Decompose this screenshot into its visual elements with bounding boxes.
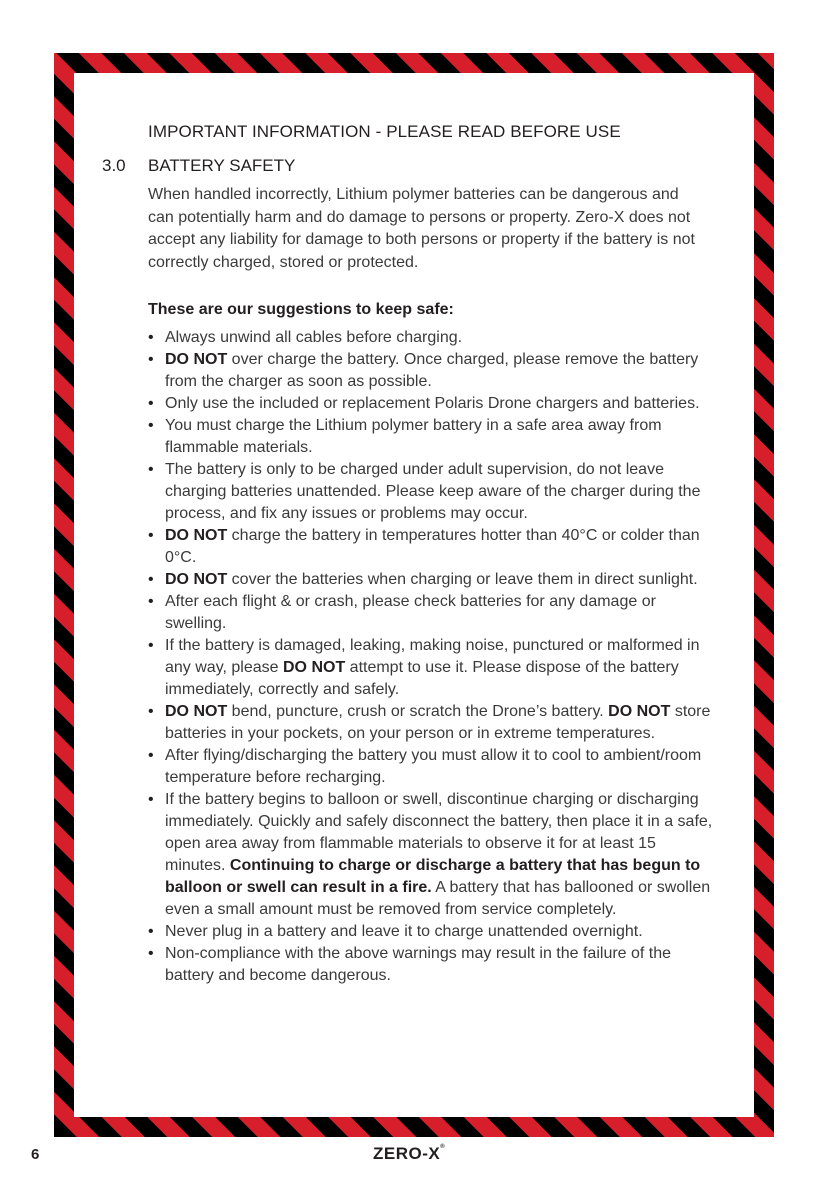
bullet-item [148,327,718,349]
bullet-icon: • [148,351,154,368]
bullet-icon: • [148,703,154,720]
suggestions-heading: These are our suggestions to keep safe: [148,301,454,318]
bullet-icon: • [148,571,154,588]
bullet-emphasis: DO NOT [165,571,228,588]
bullet-icon: • [148,747,154,764]
bullet-text: After each flight & or crash, please check batteries for any damage or swelling. [165,593,656,632]
bullet-item [148,789,718,921]
bullet-text: Only use the included or replacement Polaris Drone chargers and batteries. [165,395,700,412]
bullet-icon: • [148,593,154,610]
bullet-text: If the battery begins to balloon or swell, discontinue charging or discharging immediately. Quickly and safely disconnect the battery, then place it in a safe, open area away from flammable materials to observe it for at least 15 minutes. [165,791,713,874]
section-number: 3.0 [102,156,126,175]
intro-paragraph: When handled incorrectly, Lithium polymer batteries can be dangerous and can potentially harm and do damage to persons or property. Zero-X does not accept any liability for damage to both persons or property if the battery is not correctly charged, stored or protected. [148,186,695,271]
bullet-item [148,459,718,525]
bullet-text: A battery that has ballooned or swollen even a small amount must be removed from service completely. [165,879,711,918]
bullet-icon: • [148,417,154,434]
bullet-text: You must charge the Lithium polymer battery in a safe area away from flammable materials. [165,417,662,456]
bullet-item [148,745,718,789]
bullet-item [148,921,718,943]
bullet-emphasis: DO NOT [165,351,228,368]
bullet-item [148,943,718,987]
bullet-emphasis: DO NOT [165,527,228,544]
bullet-item [148,591,718,635]
bullet-icon: • [148,923,154,940]
bullet-text: store batteries in your pockets, on your person or in extreme temperatures. [165,703,711,742]
bullet-icon: • [148,945,154,962]
bullet-text: charge the battery in temperatures hotter than 40°C or colder than 0°C. [165,527,700,566]
bullet-item [148,701,718,745]
bullet-text: Never plug in a battery and leave it to charge unattended overnight. [165,923,643,940]
bullet-item [148,393,718,415]
bullet-emphasis: DO NOT [608,703,671,720]
page-number: 6 [31,1146,40,1163]
hazard-stripe-border [54,53,774,1137]
bullet-item [148,415,718,459]
bullet-emphasis: DO NOT [283,659,346,676]
bullet-item [148,525,718,569]
page-title: IMPORTANT INFORMATION - PLEASE READ BEFORE USE [148,122,621,141]
bullet-text: Always unwind all cables before charging. [165,329,463,346]
bullet-text: After flying/discharging the battery you must allow it to cool to ambient/room temperature before recharging. [165,747,702,786]
bullet-emphasis: DO NOT [165,703,228,720]
bullet-text: cover the batteries when charging or leave them in direct sunlight. [227,571,698,588]
bullet-item [148,349,718,393]
bullet-text: attempt to use it. Please dispose of the battery immediately, correctly and safely. [165,659,679,698]
bullet-emphasis: Continuing to charge or discharge a battery that has begun to balloon or swell can result in a fire. [165,857,701,896]
bullet-icon: • [148,637,154,654]
bullet-text: Non-compliance with the above warnings may result in the failure of the battery and become dangerous. [165,945,672,984]
content-panel [74,73,754,1117]
bullet-item [148,569,718,591]
bullet-icon: • [148,527,154,544]
bullet-icon: • [148,329,154,346]
bullet-text: If the battery is damaged, leaking, making noise, punctured or malformed in any way, please [165,637,700,676]
bullet-item [148,635,718,701]
logo-text: ZERO-X [373,1144,441,1163]
bullet-icon: • [148,791,154,808]
bullet-text: bend, puncture, crush or scratch the Drone’s battery. [227,703,609,720]
section-title: BATTERY SAFETY [148,156,296,175]
bullet-icon: • [148,461,154,478]
safety-bullet-list [148,327,718,987]
zero-x-logo [373,1144,445,1164]
logo-registered-mark: ® [440,1144,446,1150]
bullet-text: over charge the battery. Once charged, please remove the battery from the charger as soon as possible. [165,351,699,390]
bullet-text: The battery is only to be charged under adult supervision, do not leave charging batteries unattended. Please keep aware of the charger during the process, and fix any issues or problems may occur. [165,461,701,522]
bullet-icon: • [148,395,154,412]
